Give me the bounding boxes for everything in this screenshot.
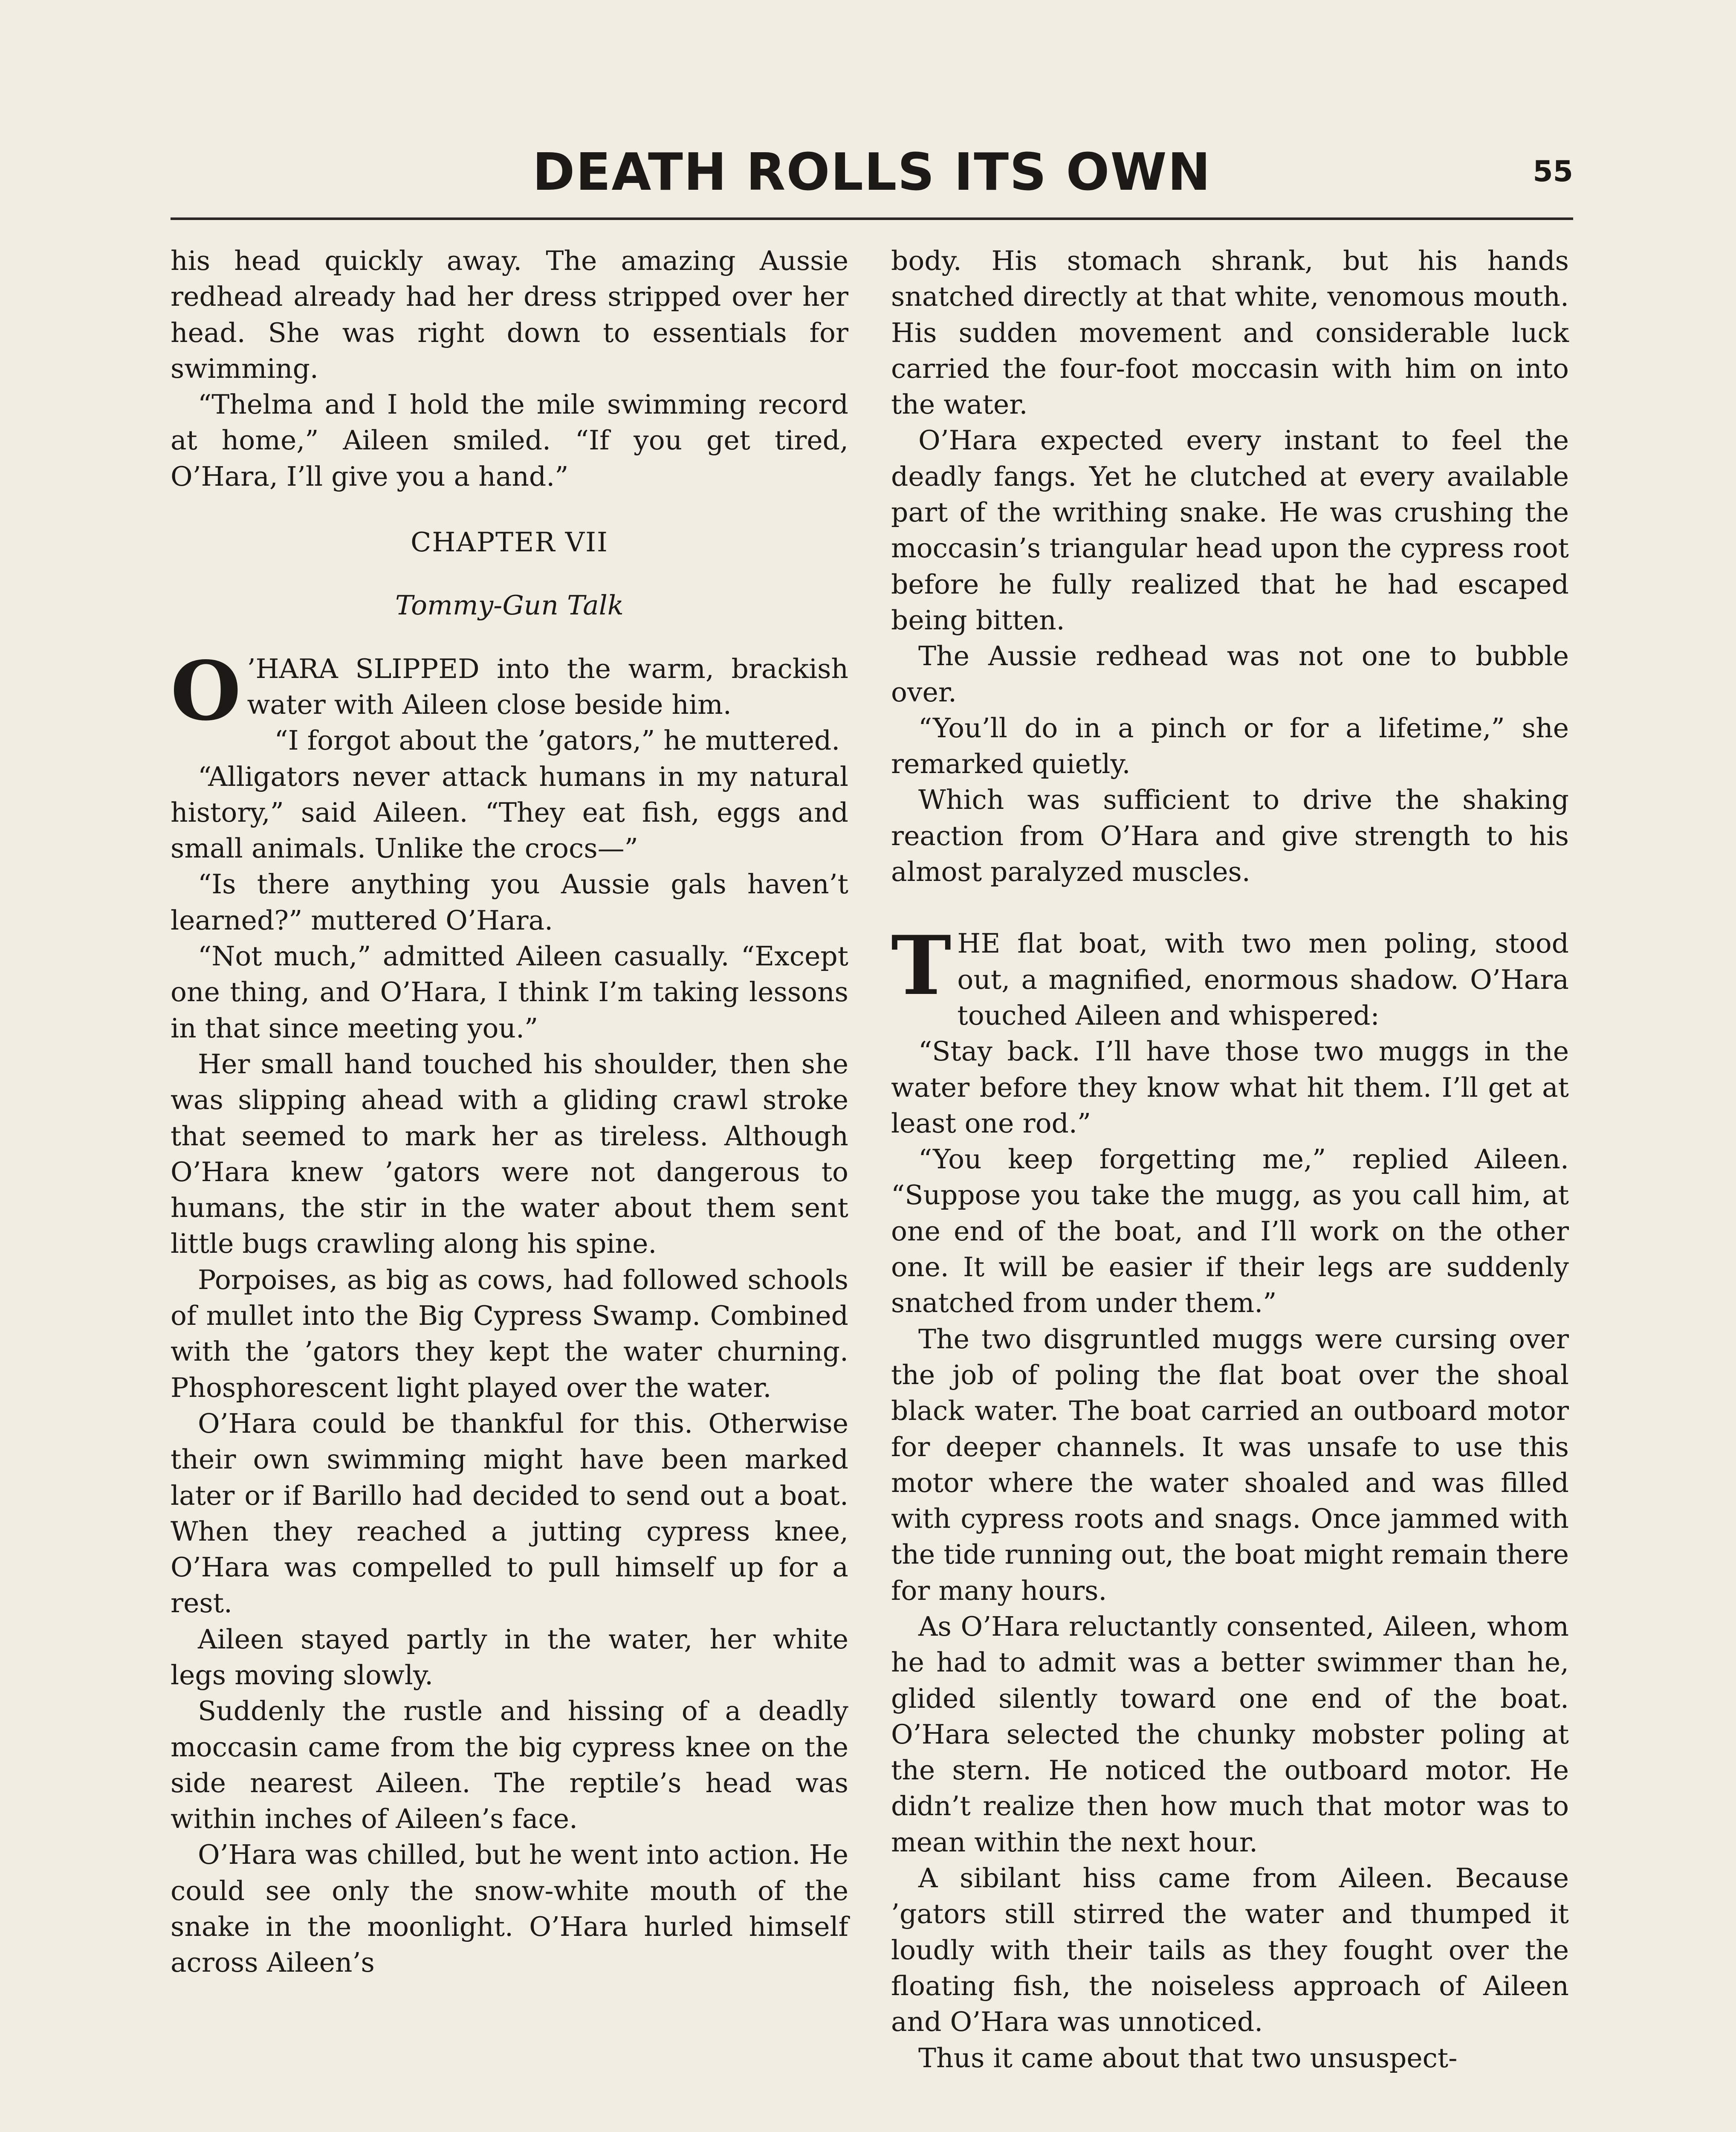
paragraph: Her small hand touched his shoulder, then she was slipping ahead with a gliding crawl stroke that seemed to mark her as tireless. Although O’Hara knew ’gators were not dangerous to humans, the stir in the water about them sent little bugs crawling along his spine. (171, 1048, 848, 1260)
paragraph: Suddenly the rustle and hissing of a deadly moccasin came from the big cypress knee on the side nearest Aileen. The reptile’s head was within inches of Aileen’s face. (171, 1695, 848, 1835)
paragraph-text: ’HARA SLIPPED into the warm, brackish water with Aileen close beside him. (247, 653, 848, 720)
paragraph: The Aussie redhead was not one to bubble over. (891, 640, 1569, 708)
paragraph: “Not much,” admitted Aileen casually. “Except one thing, and O’Hara, I think I’m taking lessons in that since meeting you.” (171, 941, 848, 1044)
running-title: DEATH ROLLS ITS OWN (532, 143, 1212, 202)
paragraph: “Is there anything you Aussie gals haven’t learned?” muttered O’Hara. (171, 869, 848, 936)
paragraph: his head quickly away. The amazing Aussie redhead already had her dress stripped over her head. She was right down to essentials for swimming. (171, 245, 848, 384)
chapter-heading: CHAPTER VII (411, 527, 608, 558)
paragraph: “Thelma and I hold the mile swimming record at home,” Aileen smiled. “If you get tired, O’Hara, I’ll give you a hand.” (171, 389, 848, 492)
paragraph: “I forgot about the ’gators,” he muttered. (274, 725, 840, 756)
paragraph: “You keep forgetting me,” replied Aileen. “Suppose you take the mugg, as you call him, at one end of the boat, and I’ll work on the other one. It will be easier if their legs are suddenly snatched from under them.” (891, 1144, 1569, 1319)
paragraph: Which was sufficient to drive the shaking reaction from O’Hara and give strength to his almost paralyzed muscles. (891, 784, 1569, 888)
drop-cap: T (891, 918, 952, 1014)
paragraph: A sibilant hiss came from Aileen. Because ’gators still stirred the water and thumped it loudly with their tails as they fought over the floating fish, the noiseless approach of Aileen and O’Hara was unnoticed. (891, 1863, 1569, 2038)
paragraph: “Stay back. I’ll have those two muggs in the water before they know what hit them. I’ll get at least one rod.” (891, 1036, 1569, 1139)
opening-paragraph (171, 643, 848, 739)
paragraph: O’Hara was chilled, but he went into action. He could see only the snow-white mouth of the snake in the moonlight. O’Hara hurled himself across Aileen’s (171, 1839, 848, 1978)
chapter-title: Tommy-Gun Talk (395, 590, 624, 621)
page-number: 55 (1533, 155, 1573, 188)
paragraph: “Alligators never attack humans in my natural history,” said Aileen. “They eat fish, eggs and small animals. Unlike the crocs—” (171, 761, 848, 864)
left-column (171, 243, 848, 1981)
paragraph: O’Hara could be thankful for this. Otherwise their own swimming might have been marked later or if Barillo had decided to send out a boat. When they reached a jutting cypress knee, O’Hara was compelled to pull himself up for a rest. (171, 1408, 848, 1619)
paragraph-text: HE flat boat, with two men poling, stood out, a magnified, enormous shadow. O’Hara touched Aileen and whispered: (957, 928, 1569, 1031)
paragraph: As O’Hara reluctantly consented, Aileen, whom he had to admit was a better swimmer than he, glided silently toward one end of the boat. O’Hara selected the chunky mobster poling at the stern. He noticed the outboard motor. He didn’t realize then how much that motor was to mean within the next hour. (891, 1611, 1569, 1858)
paragraph: “You’ll do in a pinch or for a lifetime,” she remarked quietly. (891, 712, 1569, 780)
page-header (171, 141, 1573, 209)
header-rule (171, 217, 1573, 220)
right-column (891, 243, 1569, 2076)
section-opening-paragraph (891, 918, 1569, 1034)
paragraph: Porpoises, as big as cows, had followed schools of mullet into the Big Cypress Swamp. Combined with the ’gators they kept the water churning. Phosphorescent light played over the water. (171, 1264, 848, 1403)
drop-cap: O (171, 643, 241, 739)
paragraph: body. His stomach shrank, but his hands snatched directly at that white, venomous mouth. His sudden movement and considerable luck carried the four-foot moccasin with him on into the water. (891, 245, 1569, 420)
paragraph: Thus it came about that two unsuspect- (918, 2042, 1458, 2074)
paragraph: Aileen stayed partly in the water, her white legs moving slowly. (171, 1623, 848, 1691)
paragraph: O’Hara expected every instant to feel the deadly fangs. Yet he clutched at every available part of the writhing snake. He was crushing the moccasin’s triangular head upon the cypress root before he fully realized that he had escaped being bitten. (891, 425, 1569, 636)
paragraph: The two disgruntled muggs were cursing over the job of poling the flat boat over the shoal black water. The boat carried an outboard motor for deeper channels. It was unsafe to use this motor where the water shoaled and was filled with cypress roots and snags. Once jammed with the tide running out, the boat might remain there for many hours. (891, 1323, 1569, 1606)
